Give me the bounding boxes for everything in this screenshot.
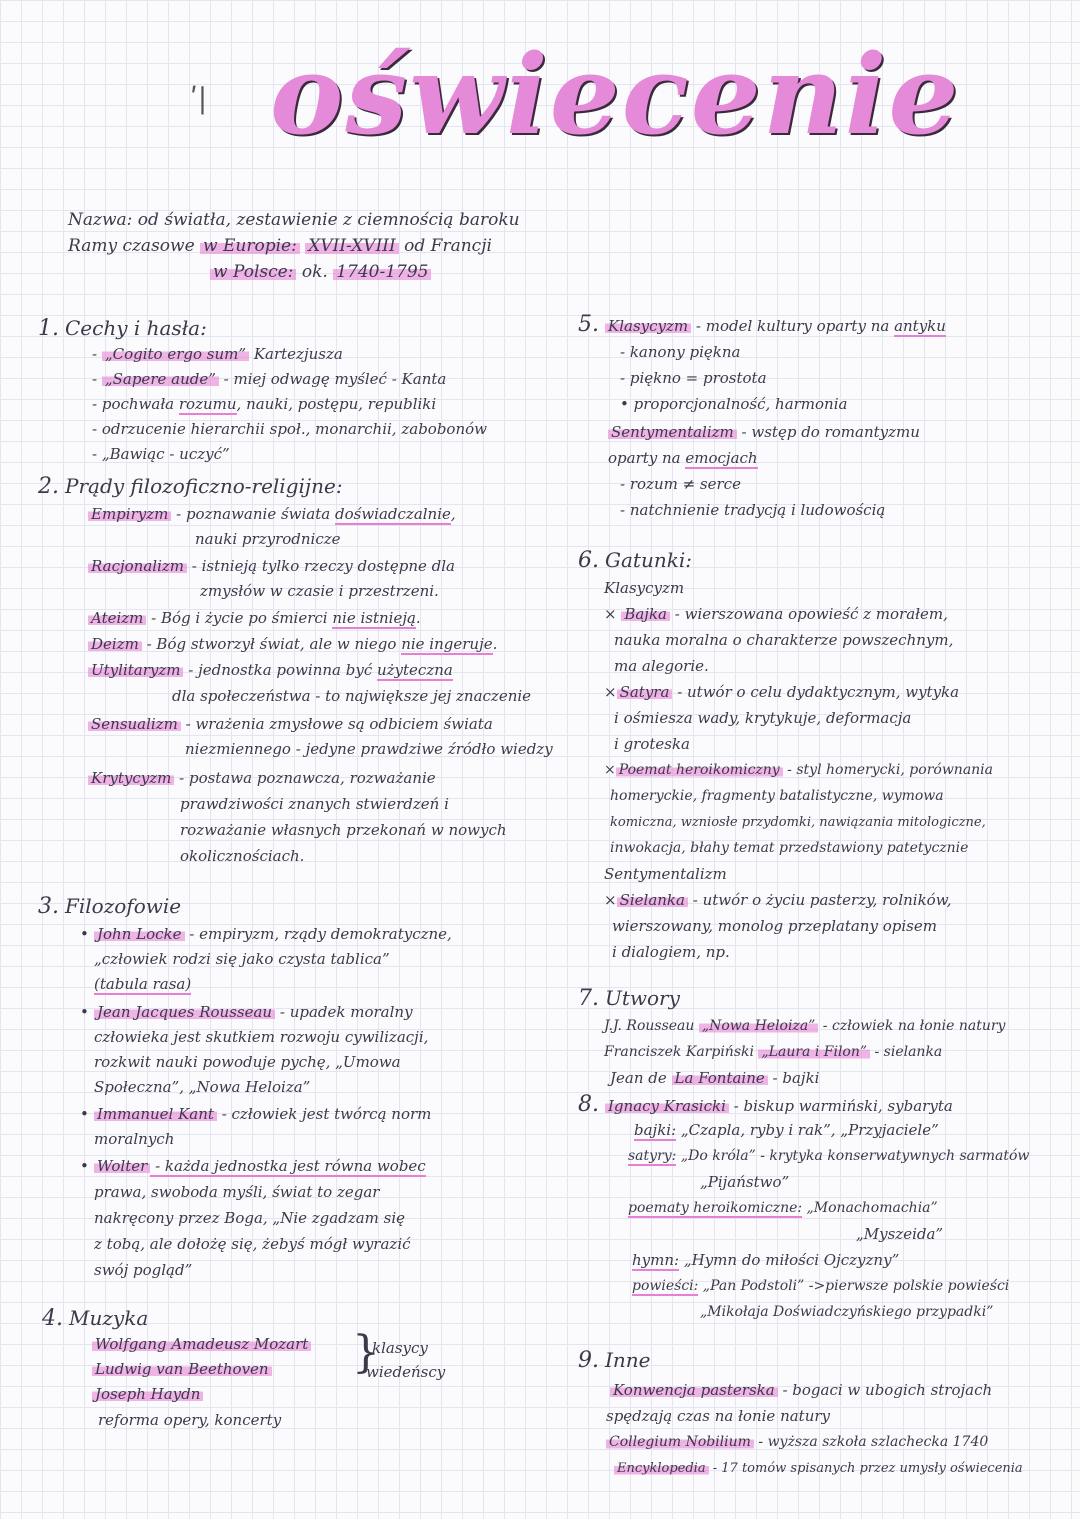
s5-heading: 5. Klasycyzm - model kultury oparty na antyku: [578, 312, 946, 337]
polska-value: 1740-1795: [333, 262, 431, 282]
s1-item: - odrzucenie hierarchii społ., monarchii, zabobonów: [92, 420, 487, 438]
polska-label: w Polsce:: [210, 262, 296, 282]
s3-rousseau: • Jean Jacques Rousseau - upadek moralny: [80, 1003, 413, 1021]
s9-item: spędzają czas na łonie natury: [606, 1407, 831, 1425]
s2-utylitaryzm: Utylitaryzm - jednostka powinna być użyteczna: [88, 658, 453, 683]
s3-heading: 3. Filozofowie: [38, 894, 182, 919]
s3-rousseau-cont: człowieka jest skutkiem rozwoju cywilizacji,: [94, 1028, 429, 1046]
s6-satyra-cont: i ośmiesza wady, krytykuje, deformacja: [614, 709, 912, 727]
s8-row: hymn: „Hymn do miłości Ojczyzny”: [632, 1251, 900, 1269]
s6-bajka-cont: nauka moralna o charakterze powszechnym,: [614, 631, 954, 649]
s3-wolter-cont: nakręcony przez Boga, „Nie zgadzam się: [94, 1209, 406, 1227]
s6-poemat: × Poemat heroikomiczny - styl homerycki, porównania: [604, 762, 994, 778]
s3-wolter: • Wolter - każda jednostka jest równa wobec: [80, 1157, 426, 1175]
s1-item: - „Cogito ergo sum” Kartezjusza: [92, 345, 343, 363]
s3-wolter-cont: prawa, swoboda myśli, świat to zegar: [94, 1183, 380, 1201]
s6-heading: 6. Gatunki:: [578, 548, 692, 573]
polska-prefix: ok.: [301, 262, 328, 282]
s1-item: - „Bawiąc - uczyć”: [92, 445, 230, 463]
s8-row: „Mikołaja Doświadczyńskiego przypadki”: [700, 1304, 994, 1320]
s8-row: satyry: „Do króla” - krytyka konserwatywnych sarmatów: [628, 1148, 1030, 1164]
s4-brace-label: klasycy: [372, 1339, 428, 1357]
s6-klasycyzm: Klasycyzm: [604, 579, 685, 597]
s8-row: poematy heroikomiczne: „Monachomachia”: [628, 1200, 938, 1216]
s8-row: powieści: „Pan Podstoli” ->pierwsze polskie powieści: [632, 1278, 1010, 1294]
intro-nazwa: [68, 208, 520, 233]
s2-utylitaryzm-cont: dla społeczeństwa - to największe jej znaczenie: [172, 687, 532, 705]
s5-senty-item: - rozum ≠ serce: [620, 475, 741, 493]
page-title: oświecenie: [270, 30, 961, 159]
s1-title: Cechy i hasła:: [65, 316, 207, 340]
s2-racjonalizm: Racjonalizm - istnieją tylko rzeczy dostępne dla: [88, 554, 455, 579]
s9-item: Encyklopedia - 17 tomów spisanych przez umysły oświecenia: [614, 1456, 1023, 1481]
europa-value: XVII-XVIII: [305, 236, 398, 256]
europa-label: w Europie:: [200, 236, 300, 256]
s6-poemat-cont: homeryckie, fragmenty batalistyczne, wymowa: [610, 788, 944, 804]
s9-heading: 9. Inne: [578, 1348, 651, 1373]
brace-icon: }: [352, 1327, 380, 1378]
s6-sielanka-cont: wierszowany, monolog przeplatany opisem: [612, 917, 937, 935]
s3-rousseau-cont: Społeczna”, „Nowa Heloiza”: [94, 1078, 311, 1096]
s2-krytycyzm: Krytycyzm - postawa poznawcza, rozważanie: [88, 766, 436, 791]
s2-krytycyzm-cont: okolicznościach.: [180, 847, 305, 865]
nazwa-label: Nazwa:: [68, 210, 133, 230]
s4-composer: Ludwig van Beethoven: [92, 1357, 272, 1382]
s8-row: „Pijaństwo”: [700, 1173, 790, 1191]
s3-locke-cont: (tabula rasa): [94, 975, 192, 993]
s2-empiryzm-cont: nauki przyrodnicze: [195, 530, 341, 548]
s3-kant: • Immanuel Kant - człowiek jest twórcą norm: [80, 1105, 432, 1123]
s6-bajka: × Bajka - wierszowana opowieść z morałem,: [604, 605, 948, 623]
s2-sensualizm-cont: niezmiennego - jedyne prawdziwe źródło wiedzy: [185, 740, 553, 758]
s6-satyra: × Satyra - utwór o celu dydaktycznym, wytyka: [604, 683, 960, 701]
s6-poemat-cont: komiczna, wzniosłe przydomki, nawiązania mitologiczne,: [610, 815, 986, 830]
s2-heading: 2. Prądy filozoficzno-religijne:: [38, 474, 343, 499]
s2-krytycyzm-cont: prawdziwości znanych stwierdzeń i: [180, 795, 449, 813]
s5-senty-item: - natchnienie tradycją i ludowością: [620, 501, 886, 519]
intro-polska: [210, 260, 431, 285]
nazwa-text: od światła, zestawienie z ciemnością baroku: [137, 210, 520, 230]
s5-senty: Sentymentalizm - wstęp do romantyzmu: [608, 420, 920, 445]
s5-item: - kanony piękna: [620, 343, 741, 361]
s2-sensualizm: Sensualizm - wrażenia zmysłowe są odbiciem świata: [88, 712, 493, 737]
s1-num: 1.: [38, 316, 59, 341]
s6-poemat-cont: inwokacja, błahy temat przedstawiony patetycznie: [610, 840, 969, 856]
s7-heading: 7. Utwory: [578, 986, 680, 1011]
s4-brace-label: wiedeńscy: [366, 1363, 446, 1381]
s5-item: - piękno = prostota: [620, 369, 767, 387]
europa-suffix: od Francji: [404, 236, 492, 256]
s5-item: • proporcjonalność, harmonia: [620, 395, 848, 413]
s7-line: Franciszek Karpiński „Laura i Filon” - sielanka: [604, 1044, 943, 1060]
s2-racjonalizm-cont: zmysłów w czasie i przestrzeni.: [200, 582, 439, 600]
title-mark: ʹ|: [190, 82, 208, 115]
s8-row: bajki: „Czapla, ryby i rak”, „Przyjaciele”: [634, 1121, 939, 1139]
s7-line: J.J. Rousseau „Nowa Heloiza” - człowiek na łonie natury: [604, 1018, 1006, 1034]
s3-kant-cont: moralnych: [94, 1130, 175, 1148]
s3-wolter-cont: swój pogląd”: [94, 1261, 193, 1279]
s5-senty-line2: oparty na emocjach: [608, 449, 758, 467]
s4-extra: reforma opery, koncerty: [98, 1411, 282, 1429]
s4-heading: 4. Muzyka: [42, 1306, 149, 1331]
s2-deizm: Deizm - Bóg stworzył świat, ale w niego nie ingeruje.: [88, 632, 497, 657]
s2-krytycyzm-cont: rozważanie własnych przekonań w nowych: [180, 821, 507, 839]
s9-item: Konwencja pasterska - bogaci w ubogich strojach: [610, 1378, 992, 1403]
ramy-label: Ramy czasowe: [68, 236, 195, 256]
s6-satyra-cont: i groteska: [614, 735, 691, 753]
s2-ateizm: Ateizm - Bóg i życie po śmierci nie istnieją.: [88, 606, 421, 631]
s9-item: Collegium Nobilium - wyższa szkoła szlachecka 1740: [606, 1430, 988, 1455]
s8-row: „Myszeida”: [856, 1225, 944, 1243]
s4-composer: Wolfgang Amadeusz Mozart: [92, 1332, 311, 1357]
s6-bajka-cont: ma alegorie.: [614, 657, 709, 675]
s3-rousseau-cont: rozkwit nauki powoduje pychę, „Umowa: [94, 1053, 401, 1071]
s6-sielanka-cont: i dialogiem, np.: [612, 943, 730, 961]
s1-item: - „Sapere aude” - miej odwagę myśleć - Kanta: [92, 370, 447, 388]
s1-item: - pochwała rozumu, nauki, postępu, republiki: [92, 395, 437, 413]
s3-wolter-cont: z tobą, ale dołożę się, żebyś mógł wyrazić: [94, 1235, 411, 1253]
s3-locke: • John Locke - empiryzm, rządy demokratyczne,: [80, 925, 452, 943]
s4-composer: Joseph Haydn: [92, 1382, 203, 1407]
s2-empiryzm: Empiryzm - poznawanie świata doświadczalnie,: [88, 502, 456, 527]
s6-sielanka: × Sielanka - utwór o życiu pasterzy, rolników,: [604, 891, 952, 909]
s6-senty: Sentymentalizm: [604, 865, 727, 883]
s1-heading: [38, 316, 207, 343]
s3-locke-cont: „człowiek rodzi się jako czysta tablica”: [94, 950, 390, 968]
s7-line: Jean de La Fontaine - bajki: [610, 1069, 820, 1087]
s8-heading: 8. Ignacy Krasicki - biskup warmiński, sybaryta: [578, 1092, 953, 1117]
intro-ramy: [68, 234, 492, 259]
